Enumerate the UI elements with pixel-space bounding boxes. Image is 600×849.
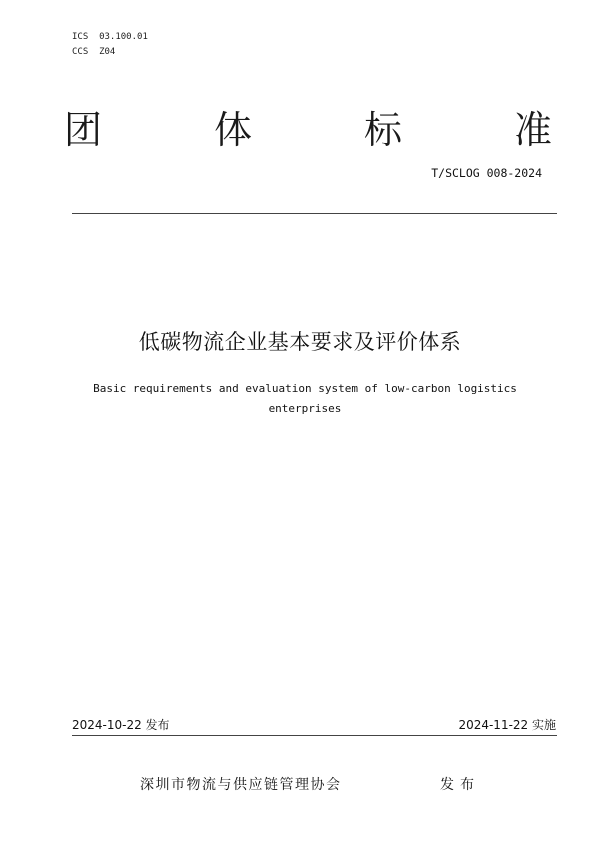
document-title-english bbox=[40, 379, 570, 419]
document-title-chinese: 低碳物流企业基本要求及评价体系 bbox=[138, 330, 462, 354]
effective-date: 2024-11-22 实施 bbox=[458, 718, 556, 732]
english-title-line-1: Basic requirements and evaluation system of low-carbon logistics bbox=[93, 382, 517, 395]
english-title-line-2: enterprises bbox=[268, 402, 342, 415]
top-divider bbox=[72, 213, 557, 214]
bottom-divider bbox=[72, 735, 557, 736]
ics-code: ICS 03.100.01 bbox=[72, 32, 148, 42]
ccs-code: CCS Z04 bbox=[72, 47, 116, 57]
standard-type-char-4: 准 bbox=[514, 108, 553, 152]
publish-label: 发布 bbox=[440, 777, 480, 793]
standard-type-char-1: 团 bbox=[64, 108, 103, 152]
standard-type-heading bbox=[64, 108, 554, 152]
release-date: 2024-10-22 发布 bbox=[72, 718, 170, 732]
standard-type-char-2: 体 bbox=[214, 108, 253, 152]
publisher-name: 深圳市物流与供应链管理协会 bbox=[140, 777, 342, 793]
classification-codes bbox=[72, 30, 148, 60]
standard-type-char-3: 标 bbox=[364, 108, 403, 152]
standard-number: T/SCLOG 008-2024 bbox=[431, 166, 542, 180]
